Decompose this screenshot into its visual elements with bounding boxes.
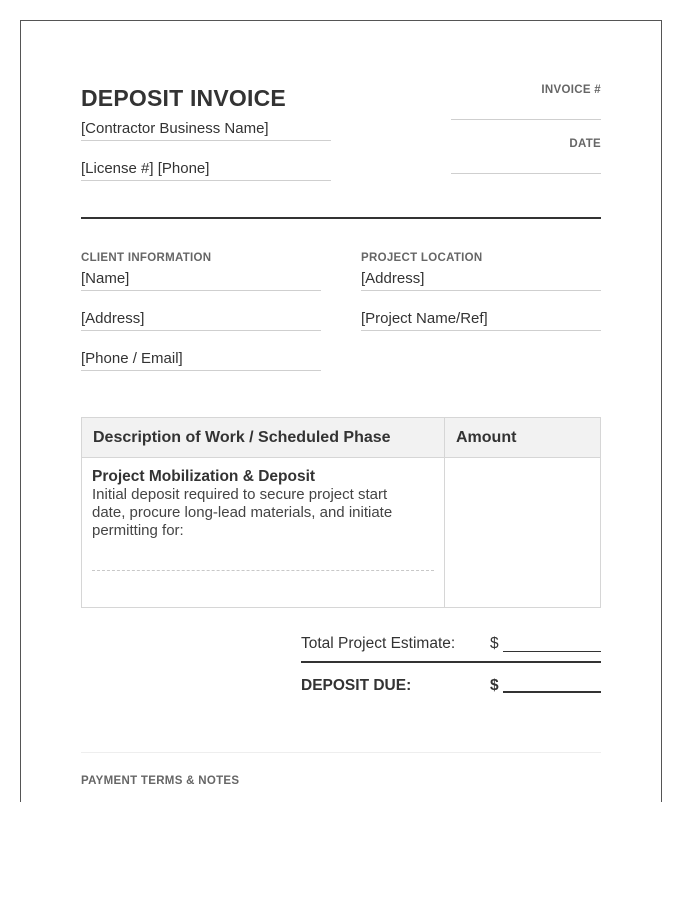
- project-name-field[interactable]: [Project Name/Ref]: [361, 310, 601, 331]
- totals-divider: [301, 661, 601, 663]
- deposit-due-field[interactable]: [503, 691, 601, 693]
- footer-divider: [81, 752, 601, 753]
- payment-terms-heading: PAYMENT TERMS & NOTES: [81, 775, 240, 787]
- item-title: Project Mobilization & Deposit: [92, 468, 316, 485]
- table-row: [82, 458, 601, 608]
- work-table: [81, 417, 601, 608]
- date-field[interactable]: [451, 173, 601, 174]
- total-estimate-field[interactable]: [503, 651, 601, 652]
- page-title: DEPOSIT INVOICE: [81, 85, 286, 111]
- client-info-heading: CLIENT INFORMATION: [81, 252, 212, 264]
- deposit-due-label: DEPOSIT DUE:: [301, 677, 412, 694]
- business-name-field[interactable]: [Contractor Business Name]: [81, 120, 331, 141]
- permitting-blank-line[interactable]: [92, 570, 434, 571]
- project-location-heading: PROJECT LOCATION: [361, 252, 483, 264]
- client-contact-field[interactable]: [Phone / Email]: [81, 350, 321, 371]
- deposit-currency-symbol: $: [490, 677, 499, 694]
- total-estimate-label: Total Project Estimate:: [301, 635, 456, 652]
- client-address-field[interactable]: [Address]: [81, 310, 321, 331]
- header-divider: [81, 217, 601, 219]
- description-cell[interactable]: [82, 458, 445, 608]
- invoice-number-label: INVOICE #: [541, 84, 601, 96]
- total-currency-symbol: $: [490, 635, 499, 652]
- client-name-field[interactable]: [Name]: [81, 270, 321, 291]
- project-address-field[interactable]: [Address]: [361, 270, 601, 291]
- invoice-number-field[interactable]: [451, 119, 601, 120]
- amount-cell[interactable]: [445, 458, 601, 608]
- description-column-header: Description of Work / Scheduled Phase: [82, 418, 445, 458]
- item-description: Initial deposit required to secure project start date, procure long-lead materials, and initiate permitting for:: [92, 486, 393, 539]
- amount-column-header: Amount: [445, 418, 601, 458]
- table-header-row: [82, 418, 601, 458]
- date-label: DATE: [569, 138, 601, 150]
- license-phone-field[interactable]: [License #] [Phone]: [81, 160, 331, 181]
- invoice-sheet: [20, 20, 662, 802]
